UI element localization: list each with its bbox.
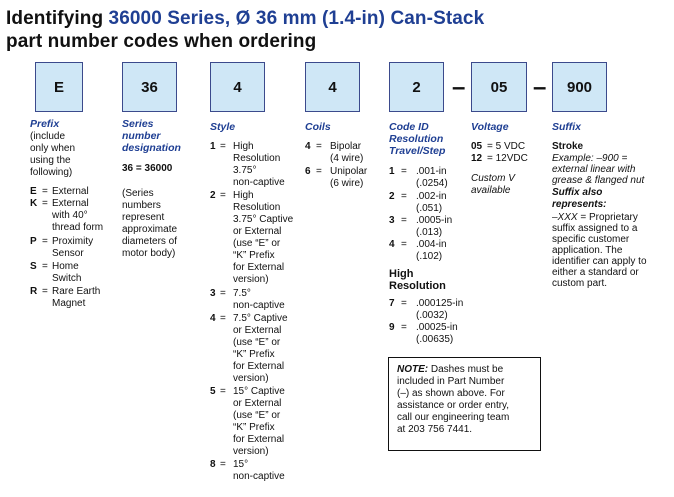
note-box: NOTE: Dashes must be included in Part Number (–) as shown above. For assistance or order entry, call our engineering team at 203 756 7441. — [388, 357, 541, 451]
suffix-xxx-description: –XXX = Proprietary suffix assigned to a specific customer application. The identifier can apply to either a standard or custom part. — [552, 212, 647, 289]
code-box-series: 36 — [122, 62, 177, 112]
voltage-heading: Voltage — [471, 121, 509, 133]
series-heading: Series number designation — [122, 118, 181, 154]
code-box-style: 4 — [210, 62, 265, 112]
codeid-heading: Code ID Resolution Travel/Step — [389, 121, 446, 157]
series-note: (Series numbers represent approximate diameters of motor body) — [122, 188, 178, 259]
code-box-coils: 4 — [305, 62, 360, 112]
voltage-custom-note: Custom V available — [471, 173, 515, 196]
dash-separator: – — [452, 74, 466, 101]
note-label: NOTE: — [397, 364, 429, 375]
series-value: 36 = 36000 — [122, 163, 173, 174]
coils-heading: Coils — [305, 121, 331, 133]
suffix-heading: Suffix — [552, 121, 581, 133]
title-prefix: Identifying — [6, 8, 109, 29]
stroke-example: Example: –900 = external linear with grease & flanged nut — [552, 153, 645, 186]
prefix-note: (include only when using the following) — [30, 131, 76, 178]
code-box-voltage: 05 — [471, 62, 527, 112]
stroke-heading: Stroke — [552, 141, 584, 152]
title-series: 36000 Series, Ø 36 mm (1.4-in) Can-Stack — [108, 8, 485, 29]
suffix-also-heading: Suffix also represents: — [552, 187, 607, 210]
code-box-prefix: E — [35, 62, 83, 112]
code-box-suffix: 900 — [552, 62, 607, 112]
dash-separator: – — [533, 74, 547, 101]
high-resolution-heading: High Resolution — [389, 268, 446, 292]
page-subtitle: part number codes when ordering — [6, 31, 317, 52]
style-heading: Style — [210, 121, 236, 133]
page-title — [6, 8, 484, 30]
prefix-heading: Prefix — [30, 118, 60, 130]
code-box-codeid: 2 — [389, 62, 444, 112]
